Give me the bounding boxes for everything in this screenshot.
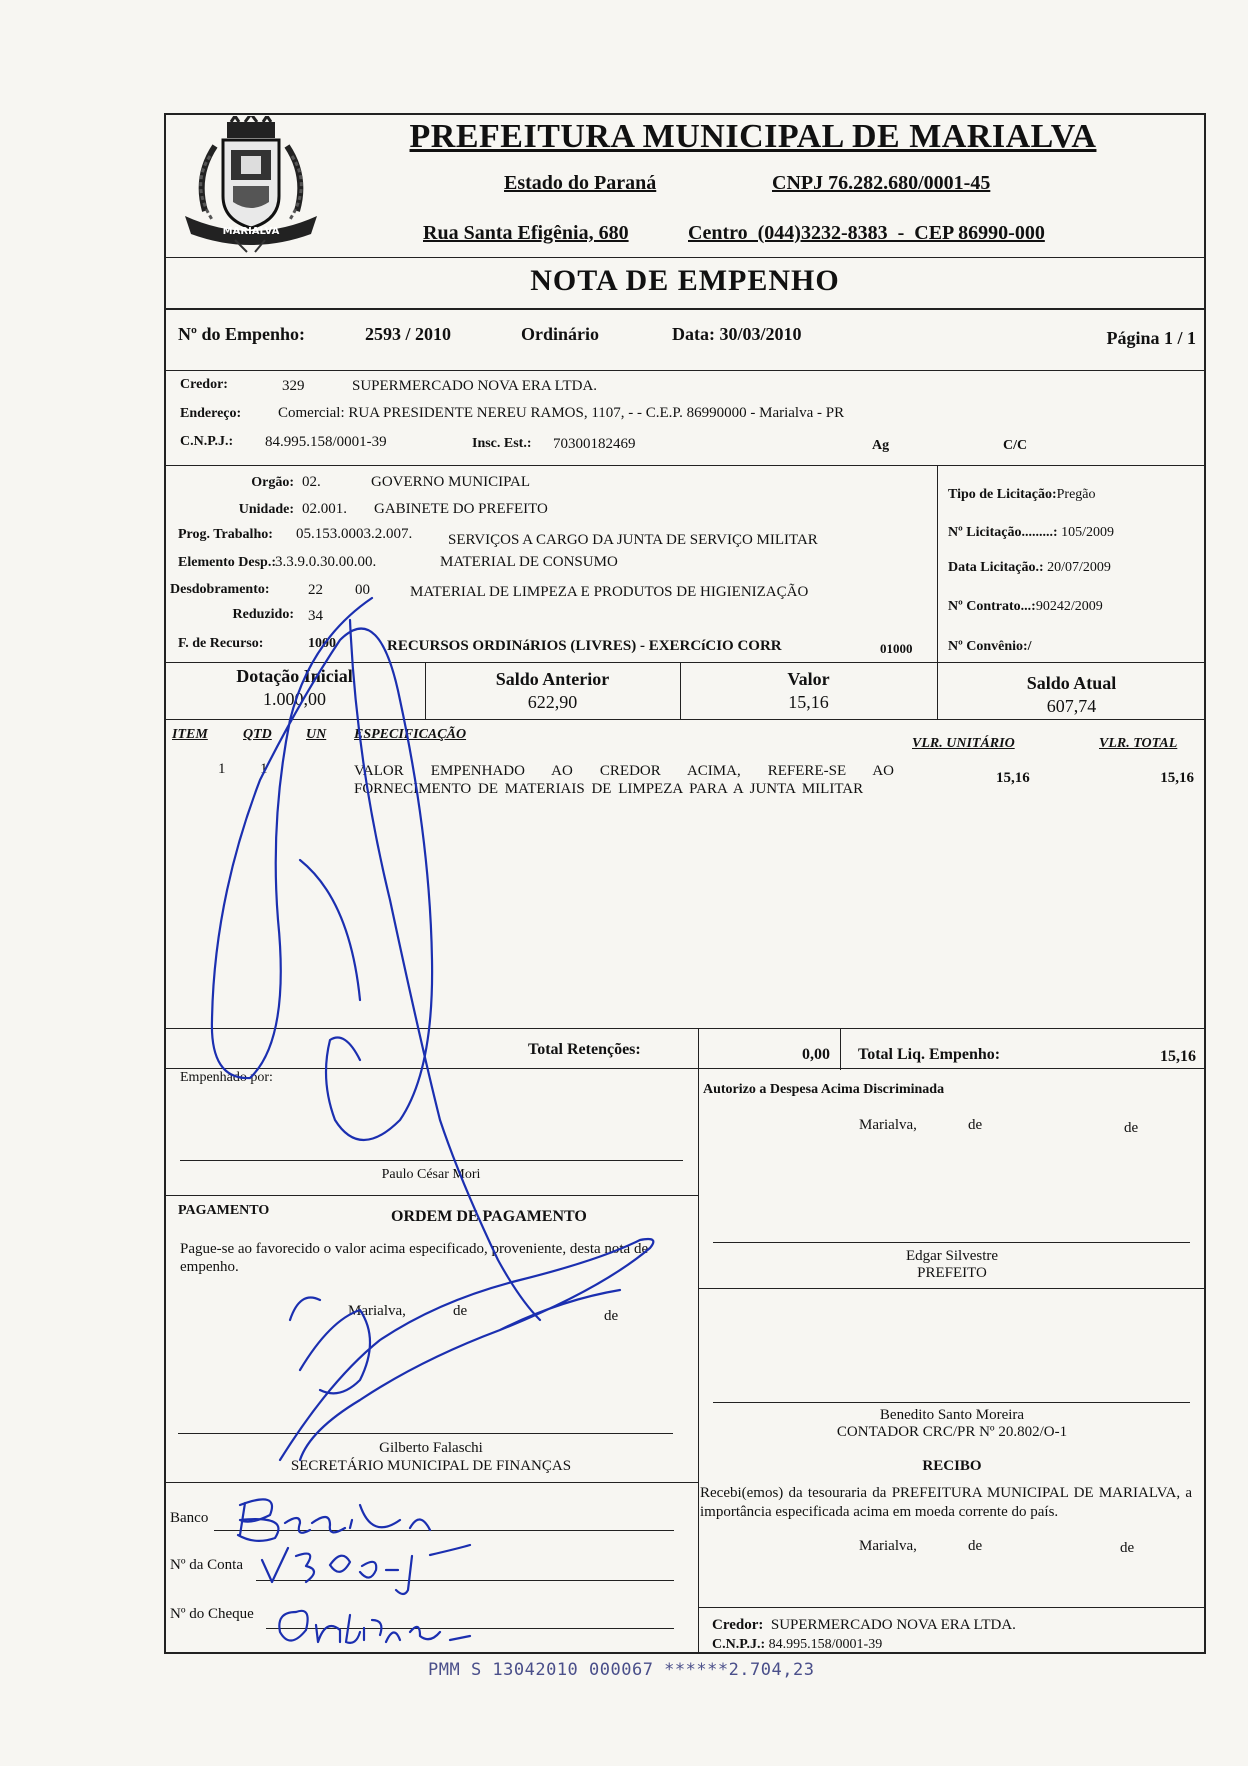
credor-name: SUPERMERCADO NOVA ERA LTDA. (352, 378, 598, 394)
valor-value: 15,16 (788, 692, 829, 712)
saldo-atual-label: Saldo Atual (1026, 673, 1117, 693)
empenho-type: Ordinário (521, 324, 600, 344)
credor-insc: 70300182469 (553, 436, 636, 452)
empenhado-name: Paulo César Mori (381, 1167, 481, 1182)
elemento-code: 3.3.9.0.30.00.00. (275, 554, 377, 570)
recibo-de1: de (968, 1538, 983, 1554)
unidade-code: 02.001. (302, 501, 347, 517)
recurso-code: 1000 (308, 636, 336, 651)
desdobramento-code1: 22 (308, 582, 323, 598)
item-number: 1 (218, 761, 226, 777)
credor-address: Comercial: RUA PRESIDENTE NEREU RAMOS, 1107, - - C.E.P. 86990000 - Marialva - PR (278, 405, 845, 421)
ag-label: Ag (872, 438, 890, 453)
retencoes-value: 0,00 (802, 1046, 830, 1063)
unidade-name: GABINETE DO PREFEITO (374, 501, 548, 517)
contador-role: CONTADOR CRC/PR Nº 20.802/O-1 (836, 1424, 1068, 1440)
unidade-label: Unidade: (238, 502, 294, 517)
cnpj-label: C.N.P.J.: (180, 434, 234, 449)
autorizo-label: Autorizo a Despesa Acima Discriminada (703, 1082, 945, 1097)
recibo-cnpj: C.N.P.J.: 84.995.158/0001-39 (712, 1637, 883, 1652)
insc-label: Insc. Est.: (472, 436, 532, 451)
item-especificacao: VALOR EMPENHADO AO CREDOR ACIMA, REFERE-SE AO FORNECIMENTO DE MATERIAIS DE LIMPEZA PARA A JUNTA MILITAR (354, 763, 894, 797)
desdobramento-code2: 00 (355, 582, 370, 598)
col-unitario: VLR. UNITÁRIO (912, 736, 1015, 751)
liquido-value: 15,16 (1160, 1048, 1196, 1065)
recibo-de2: de (1120, 1540, 1135, 1556)
recibo-label: RECIBO (922, 1458, 982, 1474)
contador-name: Benedito Santo Moreira (879, 1407, 1025, 1423)
reduzido-label: Reduzido: (232, 607, 294, 622)
page-title: PREFEITURA MUNICIPAL DE MARIALVA (409, 118, 1097, 155)
municipal-contact: Centro (044)3232-8383 - CEP 86990-000 (688, 222, 1045, 244)
municipal-address: Rua Santa Efigênia, 680 (423, 222, 629, 244)
recibo-city: Marialva, (859, 1538, 917, 1554)
conta-label: Nº da Conta (170, 1557, 243, 1573)
pagamento-city: Marialva, (348, 1303, 406, 1319)
footer-code: PMM S 13042010 000067 ******2.704,23 (428, 1660, 815, 1680)
col-item: ITEM (172, 727, 208, 742)
recurso-label: F. de Recurso: (178, 636, 264, 651)
credor-label: Credor: (180, 377, 228, 392)
seal-text: MARIALVA (222, 226, 280, 237)
col-especificacao: ESPECIFICAÇÃO (354, 727, 467, 742)
page-number: Página 1 / 1 (1106, 328, 1196, 348)
pagamento-label: PAGAMENTO (178, 1203, 270, 1218)
empenho-number: 2593 / 2010 (365, 324, 452, 344)
signature-loop (212, 598, 432, 1140)
prog-name: SERVIÇOS A CARGO DA JUNTA DE SERVIÇO MILITAR (448, 532, 818, 548)
recurso-code2: 01000 (880, 641, 913, 656)
prog-label: Prog. Trabalho: (178, 527, 273, 542)
recibo-credor: Credor: SUPERMERCADO NOVA ERA LTDA. (712, 1617, 1016, 1633)
pagamento-text: Pague-se ao favorecido o valor acima especificado, proveniente, desta nota de empenho. (180, 1241, 649, 1275)
saldo-atual-value: 607,74 (1046, 696, 1097, 716)
ordem-pagamento-label: ORDEM DE PAGAMENTO (391, 1208, 587, 1225)
empenho-date: Data: 30/03/2010 (672, 324, 802, 344)
document-title: NOTA DE EMPENHO (530, 264, 840, 297)
licitacao-tipo: Tipo de Licitação:Pregão (948, 487, 1096, 502)
autorizo-de1: de (968, 1117, 983, 1133)
col-qtd: QTD (243, 727, 272, 742)
state-name: Estado do Paraná (504, 172, 657, 194)
item-qtd: 1 (260, 761, 268, 777)
cheque-label: Nº do Cheque (170, 1606, 254, 1622)
prog-code: 05.153.0003.2.007. (296, 526, 413, 542)
liquido-label: Total Liq. Empenho: (858, 1046, 1001, 1063)
empenhado-label: Empenhado por: (180, 1070, 273, 1085)
orgao-label: Orgão: (251, 475, 294, 490)
saldo-anterior-value: 622,90 (527, 692, 578, 712)
signature-falaschi (280, 1239, 653, 1460)
desdobramento-label: Desdobramento: (170, 582, 270, 597)
elemento-name: MATERIAL DE CONSUMO (440, 554, 618, 570)
secretario-role: SECRETÁRIO MUNICIPAL DE FINANÇAS (290, 1458, 572, 1474)
autorizo-city: Marialva, (859, 1117, 917, 1133)
municipal-cnpj: CNPJ 76.282.680/0001-45 (772, 172, 991, 194)
dotacao-value: 1.000,00 (263, 689, 326, 709)
prefeito-name: Edgar Silvestre (905, 1248, 999, 1264)
prefeito-role: PREFEITO (917, 1265, 987, 1281)
credor-cnpj: 84.995.158/0001-39 (265, 434, 387, 450)
banco-label: Banco (170, 1510, 209, 1526)
orgao-code: 02. (302, 474, 321, 490)
endereco-label: Endereço: (180, 406, 242, 421)
recurso-name: RECURSOS ORDINáRIOS (LIVRES) - EXERCíCIO CORR (387, 638, 782, 654)
retencoes-label: Total Retenções: (528, 1041, 641, 1058)
pagamento-de2: de (604, 1308, 619, 1324)
orgao-name: GOVERNO MUNICIPAL (371, 474, 531, 490)
empenho-label: Nº do Empenho: (178, 324, 305, 344)
valor-label: Valor (787, 669, 830, 689)
col-total: VLR. TOTAL (1099, 736, 1178, 751)
licitacao-data: Data Licitação.: 20/07/2009 (948, 560, 1111, 575)
secretario-name: Gilberto Falaschi (379, 1440, 483, 1456)
desdobramento-name: MATERIAL DE LIMPEZA E PRODUTOS DE HIGIENIZAÇÃO (410, 584, 809, 600)
item-unitario: 15,16 (996, 770, 1030, 786)
autorizo-de2: de (1124, 1120, 1139, 1136)
licitacao-contrato: Nº Contrato...:90242/2009 (948, 599, 1103, 614)
cc-label: C/C (1003, 438, 1028, 453)
saldo-anterior-label: Saldo Anterior (495, 669, 610, 689)
col-un: UN (306, 727, 327, 742)
recibo-text: Recebi(emos) da tesouraria da PREFEITURA MUNICIPAL DE MARIALVA, a importância especificada acima em moeda corrente do país. (700, 1485, 1192, 1520)
licitacao-numero: Nº Licitação.........: 105/2009 (948, 525, 1114, 540)
pagamento-de1: de (453, 1303, 468, 1319)
item-total: 15,16 (1160, 770, 1194, 786)
dotacao-label: Dotação Inicial (236, 666, 353, 686)
licitacao-convenio: Nº Convênio:/ (948, 639, 1032, 654)
credor-code: 329 (282, 378, 305, 394)
elemento-label: Elemento Desp.: (178, 555, 276, 570)
reduzido-value: 34 (308, 608, 323, 624)
